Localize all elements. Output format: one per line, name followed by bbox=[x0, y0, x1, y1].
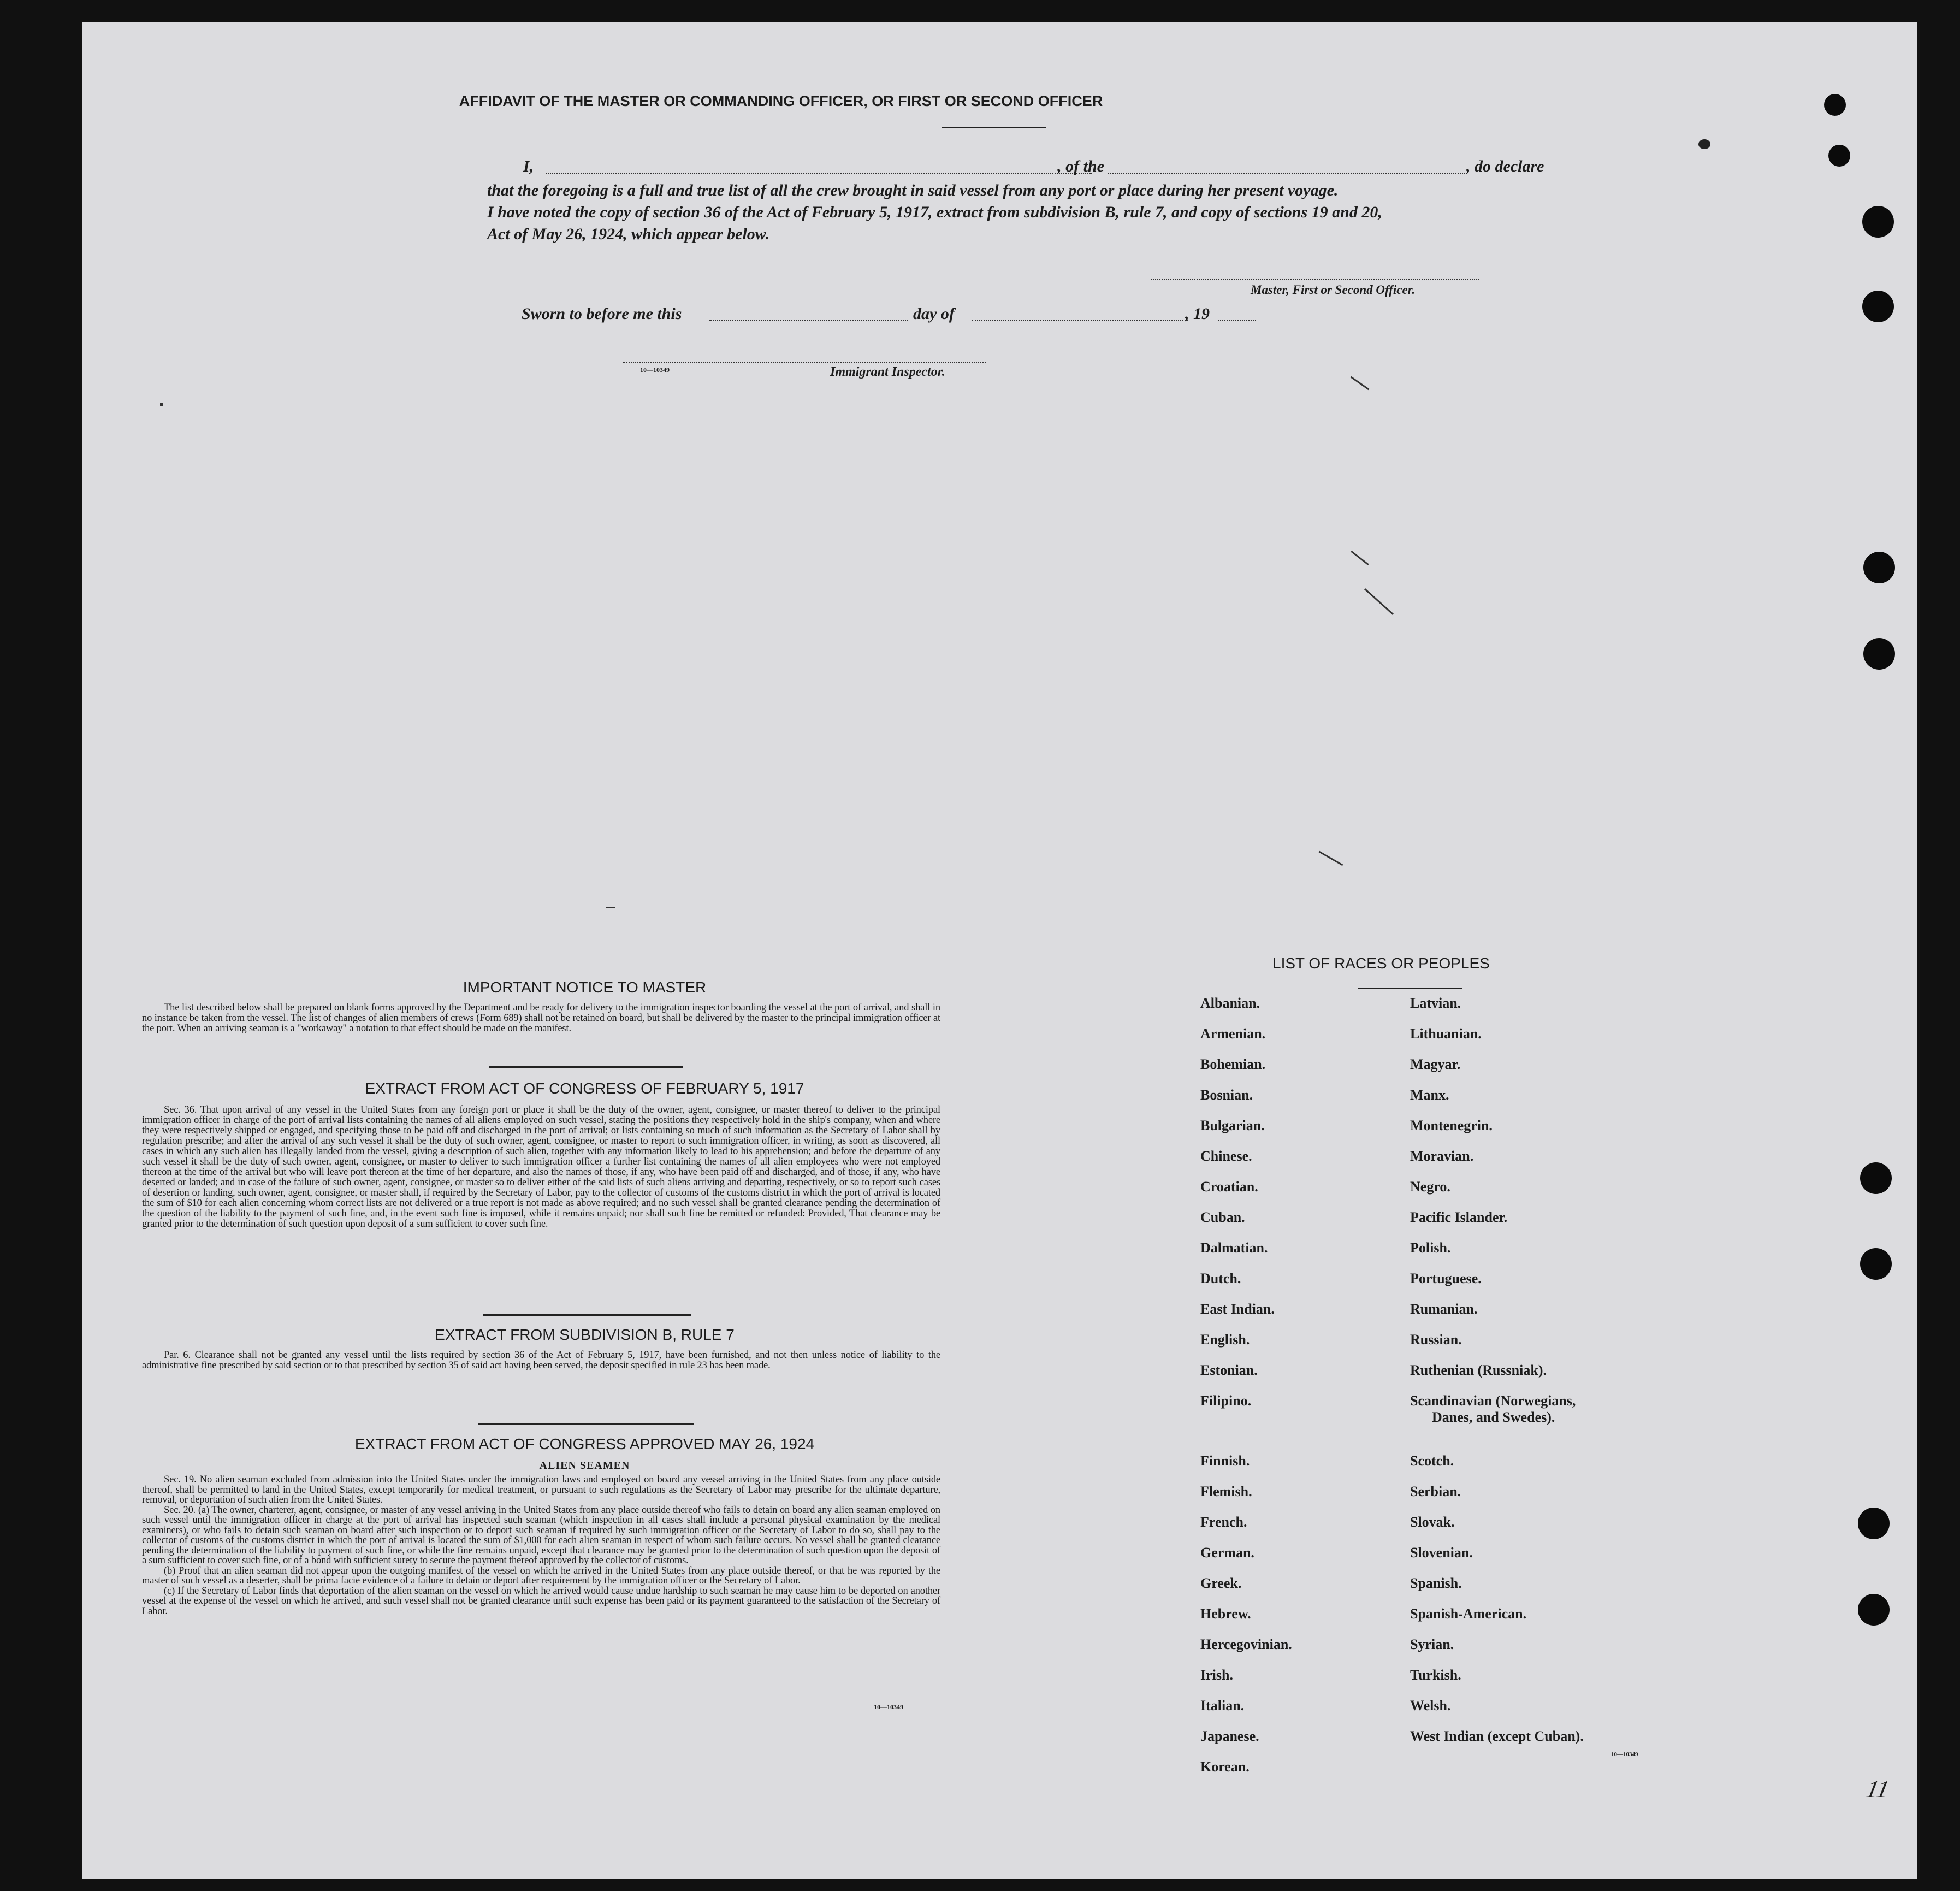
race-item-left: Estonian. bbox=[1200, 1362, 1258, 1378]
form-number-top: 10—10349 bbox=[640, 366, 670, 374]
race-item-left: Chinese. bbox=[1200, 1148, 1252, 1164]
race-item-left: Dalmatian. bbox=[1200, 1240, 1268, 1256]
race-item-right: Russian. bbox=[1410, 1332, 1462, 1348]
extract-rule7-title: EXTRACT FROM SUBDIVISION B, RULE 7 bbox=[435, 1326, 735, 1343]
extract-1917-divider bbox=[483, 1314, 691, 1316]
race-item-left: Greek. bbox=[1200, 1575, 1242, 1591]
race-item-left: French. bbox=[1200, 1514, 1247, 1530]
race-item-right: Moravian. bbox=[1410, 1148, 1474, 1164]
binder-hole bbox=[1858, 1508, 1890, 1539]
affidavit-line1-mid: , of the bbox=[1057, 157, 1104, 175]
signature-field[interactable] bbox=[1151, 279, 1479, 280]
notice-title: IMPORTANT NOTICE TO MASTER bbox=[463, 979, 707, 996]
extract-1924-text bbox=[142, 1475, 940, 1616]
race-item-right: Spanish. bbox=[1410, 1575, 1462, 1591]
scan-speck bbox=[1319, 851, 1343, 866]
race-item-left: Japanese. bbox=[1200, 1728, 1259, 1744]
binder-hole bbox=[1860, 1162, 1892, 1194]
binder-hole bbox=[1862, 291, 1894, 322]
race-item-right: Spanish-American. bbox=[1410, 1606, 1527, 1622]
race-item-left: Italian. bbox=[1200, 1698, 1245, 1713]
par6-paragraph: Par. 6. Clearance shall not be granted any vessel until the lists required by section 36 of the Act of February 5, 1917, have been furnished, and not then unless notice of liability to the administrative fine prescribed by said section or to that prescribed by section 35 of said act having been served, the deposit specified in rule 23 has been made. bbox=[142, 1350, 940, 1371]
race-item-left: Flemish. bbox=[1200, 1484, 1252, 1499]
sworn-end: , 19 bbox=[1185, 305, 1210, 323]
race-item-right: Turkish. bbox=[1410, 1667, 1461, 1683]
race-item-left: English. bbox=[1200, 1332, 1250, 1348]
sworn-day-field[interactable] bbox=[709, 320, 908, 321]
notice-paragraph: The list described below shall be prepared on blank forms approved by the Department and be ready for delivery to the immigration inspector boarding the vessel at the port of arrival, and shall in no instance be taken from the vessel. The list of changes of alien members of crews (Form 689) shall not be retained on board, but shall be delivered by the master to the principal immigration officer at the port. When an arriving seaman is a "workaway" a notation to that effect should be made on the manifest. bbox=[142, 1002, 940, 1034]
inspector-label: Immigrant Inspector. bbox=[830, 365, 945, 379]
document-page bbox=[82, 22, 1917, 1879]
race-item-left: Bosnian. bbox=[1200, 1087, 1253, 1103]
races-title: LIST OF RACES OR PEOPLES bbox=[1272, 955, 1490, 972]
extract-1917-title: EXTRACT FROM ACT OF CONGRESS OF FEBRUARY 5, 1917 bbox=[365, 1080, 804, 1097]
extract-1917-text bbox=[142, 1105, 940, 1230]
notice-divider bbox=[489, 1066, 683, 1068]
sworn-year-field[interactable] bbox=[1218, 320, 1256, 321]
races-divider bbox=[1358, 988, 1462, 989]
race-item-right: Ruthenian (Russniak). bbox=[1410, 1362, 1547, 1378]
race-item-left: Bulgarian. bbox=[1200, 1118, 1265, 1133]
race-item-left: Finnish. bbox=[1200, 1453, 1250, 1469]
race-item-right: Montenegrin. bbox=[1410, 1118, 1493, 1133]
race-item-left: Irish. bbox=[1200, 1667, 1233, 1683]
affidavit-line3: I have noted the copy of section 36 of the Act of February 5, 1917, extract from subdivision B, rule 7, and copy of sections 19 and 20, bbox=[487, 203, 1382, 221]
extract-rule7-divider bbox=[478, 1423, 694, 1425]
extract-rule7-text bbox=[142, 1350, 940, 1371]
binder-hole bbox=[1862, 206, 1894, 238]
scan-speck bbox=[606, 907, 615, 908]
race-item-left: Albanian. bbox=[1200, 995, 1260, 1011]
notice-text bbox=[142, 1003, 940, 1034]
race-item-right: Welsh. bbox=[1410, 1698, 1451, 1713]
race-item-right: Lithuanian. bbox=[1410, 1026, 1482, 1042]
binder-hole bbox=[1858, 1594, 1890, 1626]
signature-label: Master, First or Second Officer. bbox=[1251, 283, 1416, 297]
race-item-right: Latvian. bbox=[1410, 995, 1461, 1011]
margin-mark: 11 bbox=[1863, 1776, 1892, 1803]
race-item-right: Rumanian. bbox=[1410, 1301, 1478, 1317]
alien-seamen-subtitle: ALIEN SEAMEN bbox=[539, 1459, 630, 1472]
affidavit-line1-end: , do declare bbox=[1466, 157, 1544, 175]
binder-hole bbox=[1828, 145, 1850, 167]
race-item-left: Croatian. bbox=[1200, 1179, 1258, 1195]
race-item-right: Slovak. bbox=[1410, 1514, 1455, 1530]
race-item-right: Negro. bbox=[1410, 1179, 1450, 1195]
sworn-mid: day of bbox=[913, 305, 955, 323]
race-item-right: Serbian. bbox=[1410, 1484, 1461, 1499]
race-item-right: Slovenian. bbox=[1410, 1545, 1473, 1561]
race-item-right: Scotch. bbox=[1410, 1453, 1454, 1469]
scan-speck bbox=[160, 403, 163, 406]
race-item-right: Manx. bbox=[1410, 1087, 1449, 1103]
sec19-paragraph: Sec. 19. No alien seaman excluded from admission into the United States under the immigration laws and employed on board any vessel arriving in the United States from any place outside thereof, shall be permitted to land in the United States, except temporarily for medical treatment, or pursuant to such regulations as the Secretary of Labor may prescribe for the ultimate departure, removal, or deportation of such alien from the United States. bbox=[142, 1474, 940, 1505]
form-number-races: 10—10349 bbox=[1611, 1751, 1638, 1758]
scan-speck bbox=[1351, 376, 1369, 390]
race-item-right: Syrian. bbox=[1410, 1636, 1454, 1652]
race-item-left: Bohemian. bbox=[1200, 1056, 1266, 1072]
binder-hole bbox=[1863, 638, 1895, 670]
race-item-right: Magyar. bbox=[1410, 1056, 1461, 1072]
sworn-start: Sworn to before me this bbox=[522, 305, 682, 323]
race-item-left: Hebrew. bbox=[1200, 1606, 1251, 1622]
race-item-right: Polish. bbox=[1410, 1240, 1451, 1256]
binder-hole bbox=[1863, 552, 1895, 583]
race-item-left: Filipino. bbox=[1200, 1393, 1252, 1409]
vessel-field[interactable] bbox=[1108, 173, 1465, 174]
sec36-paragraph: Sec. 36. That upon arrival of any vessel in the United States from any foreign port or place it shall be the duty of the owner, agent, consignee, or master thereof to deliver to the principal immigration officer in charge of the port of arrival lists containing the names of all aliens employed on such vessel, stating the positions they respectively hold in the ship's company, when and where they were respectively shipped or engaged, and specifying those to be paid off and discharged in the port of arrival; or lists containing so much of such information as the Secretary of Labor shall by regulation prescribe; and after the arrival of any such vessel it shall be the duty of such owner, agent, consignee, or master to report to such immigration officer, in writing, as soon as discovered, all cases in which any such alien has illegally landed from the vessel, giving a description of such alien, together with any information likely to lead to his apprehension; and before the departure of any such vessel it shall be the duty of such owner, agent, consignee, or master to deliver to such immigration officer a further list containing the names of all alien employees who were not employed thereon at the time of the arrival but who will leave port thereon at the time of her departure, and also the names of those, if any, who have been paid off and discharged, and of those, if any, who have deserted or landed; and in case of the failure of such owner, agent, consignee, or master so to deliver either of the said lists of such aliens arriving and departing, respectively, or so to report such cases of desertion or landing, such owner, agent, consignee, or master shall, if required by the Secretary of Labor, pay to the collector of customs of the customs district in which the port of arrival is located the sum of $10 for each alien concerning whom correct lists are not delivered or a true report is not made as above required; and no such vessel shall be granted clearance pending the determination of the question of the liability to the payment of such fine, and, in the event such fine is imposed, while it remains unpaid; nor shall such fine be remitted or refunded: Provided, That clearance may be granted prior to the determination of such question upon deposit of a sum sufficient to cover such fine. bbox=[142, 1104, 940, 1230]
race-item-left: Korean. bbox=[1200, 1759, 1250, 1775]
binder-hole bbox=[1824, 94, 1846, 116]
race-item-left: East Indian. bbox=[1200, 1301, 1275, 1317]
race-item-right: Scandinavian (Norwegians, bbox=[1410, 1393, 1576, 1409]
binder-hole bbox=[1860, 1248, 1892, 1280]
sworn-month-field[interactable] bbox=[972, 320, 1188, 321]
race-item-right: Danes, and Swedes). bbox=[1432, 1409, 1555, 1425]
sec20b-paragraph: (b) Proof that an alien seaman did not appear upon the outgoing manifest of the vessel on which he arrived in the United States from any place outside thereof, or that he was reported by the master of such vessel as a deserter, shall be prima facie evidence of a failure to detain or deport after requirement by the immigration officer or the Secretary of Labor. bbox=[142, 1565, 940, 1586]
affidavit-line1-start: I, bbox=[523, 157, 534, 175]
extract-1924-title: EXTRACT FROM ACT OF CONGRESS APPROVED MAY 26, 1924 bbox=[354, 1435, 815, 1452]
scan-speck bbox=[1364, 588, 1394, 615]
scan-speck bbox=[1698, 139, 1710, 149]
affidavit-title: AFFIDAVIT OF THE MASTER OR COMMANDING OFFICER, OR FIRST OR SECOND OFFICER bbox=[459, 93, 1103, 109]
affidavit-line4: Act of May 26, 1924, which appear below. bbox=[487, 225, 770, 243]
scan-speck bbox=[1351, 551, 1369, 565]
sec20c-paragraph: (c) If the Secretary of Labor finds that deportation of the alien seaman on the vessel on which he arrived would cause undue hardship to such seaman he may cause him to be deported on another vessel at the expense of the vessel on which he arrived, and such vessel shall not be granted clearance until such expense has been paid or its payment guaranteed to the satisfaction of the Secretary of Labor. bbox=[142, 1585, 940, 1617]
inspector-signature-field[interactable] bbox=[623, 362, 986, 363]
race-item-right: West Indian (except Cuban). bbox=[1410, 1728, 1584, 1744]
title-divider bbox=[942, 127, 1046, 128]
affidavit-line2: that the foregoing is a full and true list of all the crew brought in said vessel from any port or place during her present voyage. bbox=[487, 181, 1339, 199]
race-item-left: Hercegovinian. bbox=[1200, 1636, 1292, 1652]
race-item-right: Portuguese. bbox=[1410, 1270, 1482, 1286]
race-item-left: Cuban. bbox=[1200, 1209, 1245, 1225]
race-item-left: German. bbox=[1200, 1545, 1254, 1561]
form-number-bottom-left: 10—10349 bbox=[874, 1703, 903, 1711]
race-item-left: Dutch. bbox=[1200, 1270, 1241, 1286]
race-item-right: Pacific Islander. bbox=[1410, 1209, 1508, 1225]
race-item-left: Armenian. bbox=[1200, 1026, 1266, 1042]
sec20a-paragraph: Sec. 20. (a) The owner, charterer, agent, consignee, or master of any vessel arriving in the United States from any place outside thereof who fails to detain on board any alien seaman employed on such vessel until the immigration officer in charge at the port of arrival has inspected such seaman (which inspection in all cases shall include a personal physical examination by the medical examiners), or who fails to detain such seaman on board after such inspection or to deport such seaman if required by such immigration officer or the Secretary of Labor to do so, shall pay to the collector of customs of the customs district in which the port of arrival is located the sum of $1,000 for each alien seaman in respect of whom such failure occurs. No vessel shall be granted clearance pending the determination of the liability to payment of such fine, or while the fine remains unpaid, except that clearance may be granted prior to the determination of such question upon the deposit of a sum sufficient to cover such fine, or of a bond with sufficient surety to secure the payment thereof approved by the collector of customs. bbox=[142, 1504, 940, 1566]
